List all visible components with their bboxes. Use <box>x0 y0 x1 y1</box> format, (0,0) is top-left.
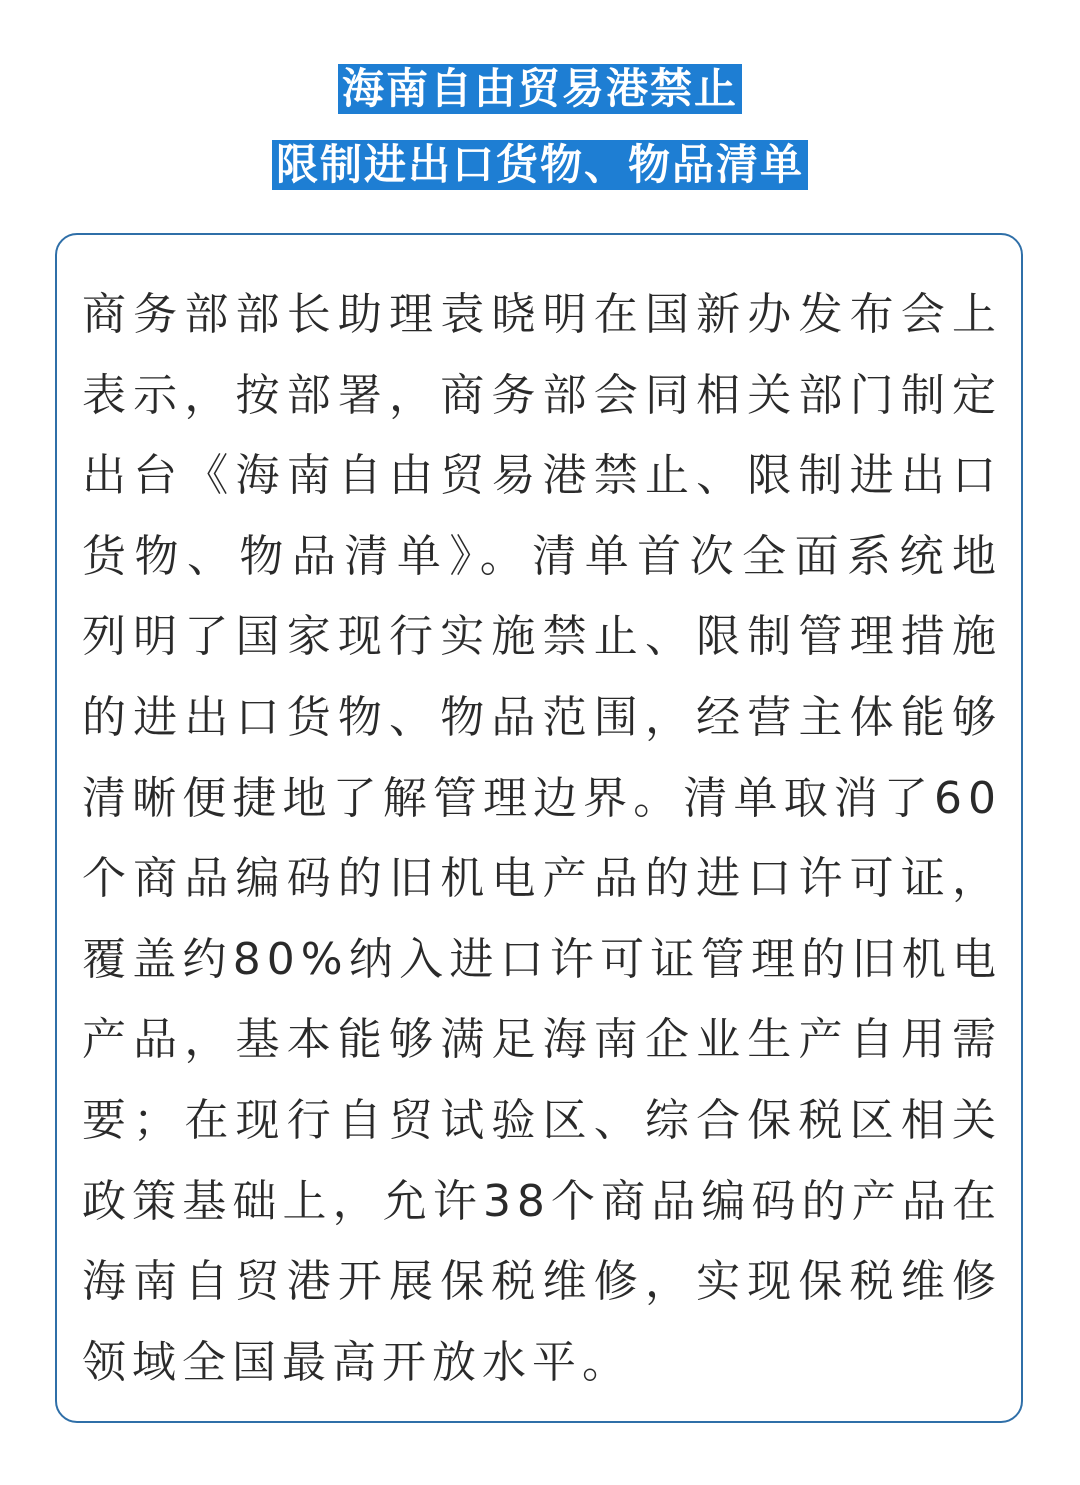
title-line-1: 海南自由贸易港禁止 <box>338 64 742 114</box>
page-title <box>0 64 1080 190</box>
body-paragraph: 商务部部长助理袁晓明在国新办发布会上表示，按部署，商务部会同相关部门制定出台《海南自由贸易港禁止、限制进出口货物、物品清单》。清单首次全面系统地列明了国家现行实施禁止、限制管理措施的进出口货物、物品范围，经营主体能够清晰便捷地了解管理边界。清单取消了60个商品编码的旧机电产品的进口许可证，覆盖约80%纳入进口许可证管理的旧机电产品，基本能够满足海南企业生产自用需要；在现行自贸试验区、综合保税区相关政策基础上，允许38个商品编码的产品在海南自贸港开展保税维修，实现保税维修领域全国最高开放水平。 <box>82 289 1002 1388</box>
title-line-2: 限制进出口货物、物品清单 <box>272 140 808 190</box>
